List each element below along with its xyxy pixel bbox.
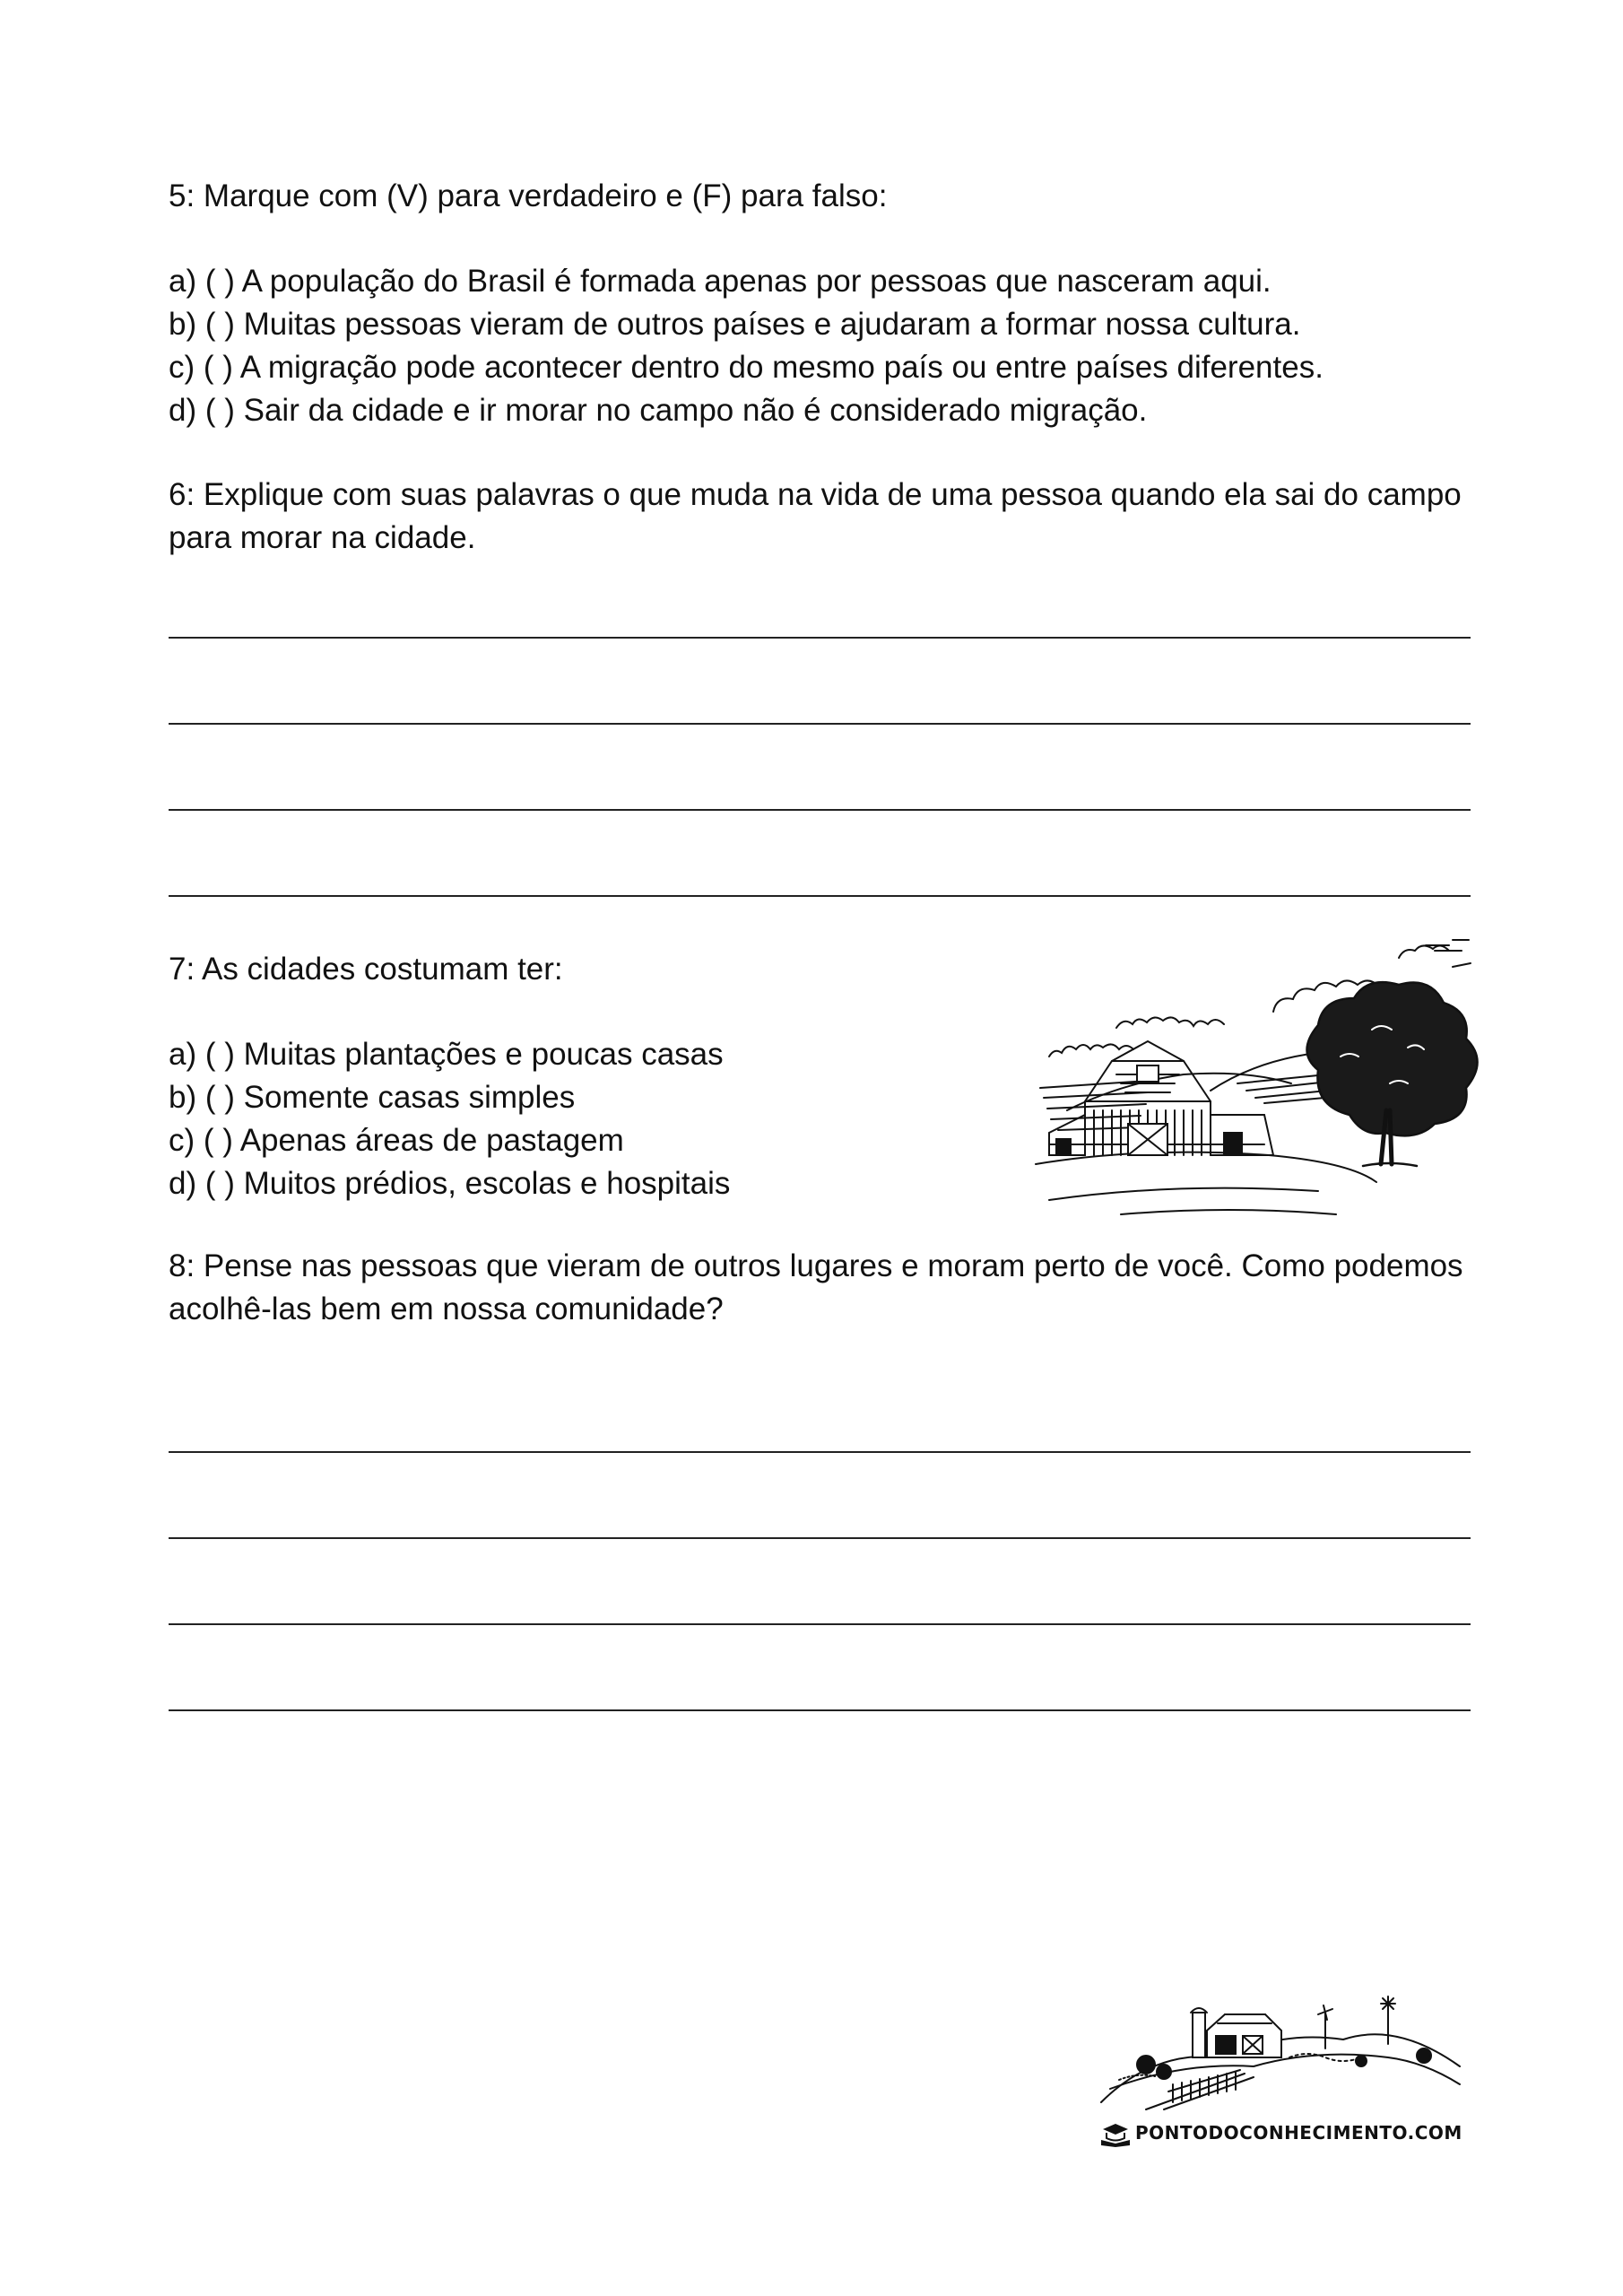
- question-7-option-b[interactable]: b) ( ) Somente casas simples: [169, 1080, 576, 1115]
- answer-line-q6-3[interactable]: [169, 809, 1471, 811]
- question-7-option-d[interactable]: d) ( ) Muitos prédios, escolas e hospitais: [169, 1166, 731, 1201]
- question-7-option-a[interactable]: a) ( ) Muitas plantações e poucas casas: [169, 1037, 724, 1072]
- answer-line-q8-4[interactable]: [169, 1709, 1471, 1711]
- farm-logo-icon: [1092, 1995, 1469, 2111]
- question-5-title: 5: Marque com (V) para verdadeiro e (F) para falso:: [169, 178, 888, 213]
- question-5-option-d[interactable]: d) ( ) Sair da cidade e ir morar no campo não é considerado migração.: [169, 393, 1148, 428]
- question-5-option-b[interactable]: b) ( ) Muitas pessoas vieram de outros países e ajudaram a formar nossa cultura.: [169, 307, 1301, 342]
- question-8-line-2: acolhê-las bem em nossa comunidade?: [169, 1292, 724, 1326]
- question-6-line-1: 6: Explique com suas palavras o que muda na vida de uma pessoa quando ela sai do campo: [169, 477, 1462, 512]
- question-7-title: 7: As cidades costumam ter:: [169, 952, 563, 987]
- book-cap-icon: [1099, 2117, 1132, 2147]
- footer-site-name[interactable]: PONTODOCONHECIMENTO.COM: [1135, 2122, 1462, 2144]
- question-6-line-2: para morar na cidade.: [169, 520, 476, 555]
- question-8-line-1: 8: Pense nas pessoas que vieram de outros lugares e moram perto de você. Como podemos: [169, 1248, 1463, 1283]
- answer-line-q6-4[interactable]: [169, 895, 1471, 897]
- answer-line-q8-3[interactable]: [169, 1623, 1471, 1625]
- answer-line-q8-1[interactable]: [169, 1451, 1471, 1453]
- question-7-option-c[interactable]: c) ( ) Apenas áreas de pastagem: [169, 1123, 624, 1158]
- question-5-options: [169, 260, 1324, 432]
- question-7-options: [169, 1033, 730, 1205]
- question-5-option-a[interactable]: a) ( ) A população do Brasil é formada apenas por pessoas que nasceram aqui.: [169, 264, 1271, 299]
- answer-line-q6-2[interactable]: [169, 723, 1471, 725]
- farm-barn-illustration: [1031, 931, 1480, 1220]
- answer-line-q8-2[interactable]: [169, 1537, 1471, 1539]
- question-5-option-c[interactable]: c) ( ) A migração pode acontecer dentro do mesmo país ou entre países diferentes.: [169, 350, 1324, 385]
- answer-line-q6-1[interactable]: [169, 637, 1471, 639]
